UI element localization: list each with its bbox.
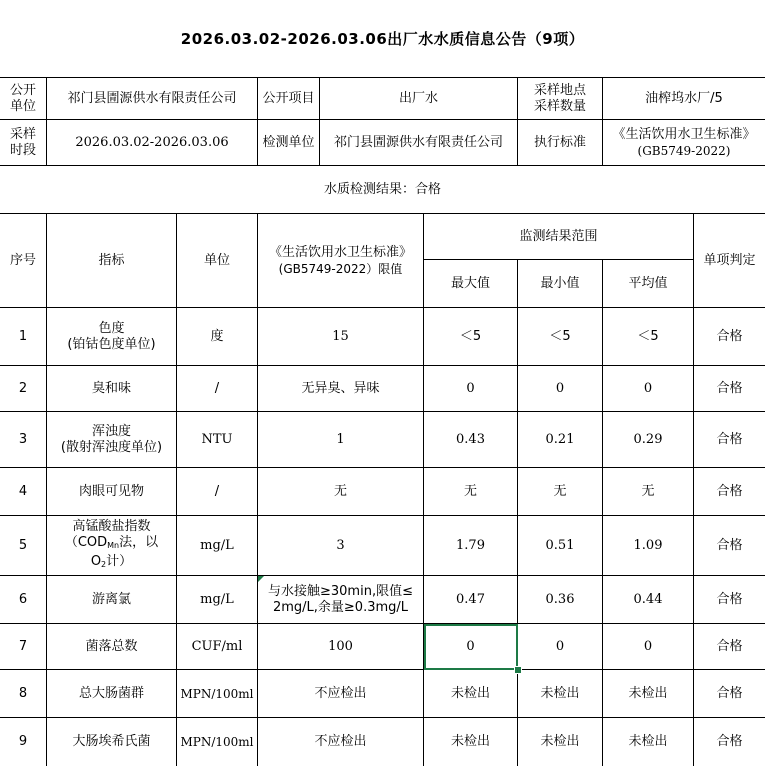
cell-no[interactable] <box>0 412 47 468</box>
indicator-name: 游离氯 <box>91 591 131 607</box>
cell-avg[interactable] <box>603 516 694 576</box>
cell-unit[interactable] <box>177 718 258 766</box>
label-line: 采样地点 <box>533 82 586 98</box>
cell-judge[interactable] <box>694 516 765 576</box>
header-text: 单位 <box>203 252 230 268</box>
cell-max-selected[interactable] <box>424 624 518 670</box>
cell-unit[interactable] <box>177 366 258 412</box>
limit-value: 100 <box>328 638 353 654</box>
cell-judge[interactable] <box>694 468 765 516</box>
label-line: 公开 <box>9 82 36 98</box>
cell-max[interactable] <box>424 468 518 516</box>
cell-min[interactable] <box>518 670 603 718</box>
avg-value: 0.44 <box>633 591 663 607</box>
judge-value: 合格 <box>716 380 743 396</box>
min-value: 0.21 <box>545 431 575 447</box>
indicator-name: 肉眼可见物 <box>78 483 144 499</box>
max-value: 1.79 <box>456 537 485 553</box>
header-text: 最大值 <box>450 275 490 291</box>
unit-value: / <box>214 380 220 396</box>
min-value: 0 <box>555 380 565 396</box>
cell-no[interactable] <box>0 468 47 516</box>
indicator-name: 浑浊度 <box>91 423 131 439</box>
header-max[interactable] <box>424 260 518 308</box>
header-avg[interactable] <box>603 260 694 308</box>
fill-handle[interactable] <box>514 666 522 674</box>
indicator-note <box>65 535 158 554</box>
max-value: ＜5 <box>459 328 482 344</box>
unit-value: mg/L <box>200 537 234 553</box>
cell-item[interactable] <box>320 78 518 120</box>
std-line: 《生活饮用水卫生标准》 <box>612 126 756 142</box>
cell-site[interactable] <box>603 78 765 120</box>
cell-judge[interactable] <box>694 718 765 766</box>
header-text: (GB5749-2022）限值 <box>278 261 403 276</box>
limit-value: 无异臭、异味 <box>301 380 380 396</box>
avg-value: 1.09 <box>633 537 663 553</box>
cell-judge[interactable] <box>694 308 765 366</box>
cell-indicator[interactable] <box>47 624 177 670</box>
note-part: 计） <box>106 553 133 569</box>
row-no: 5 <box>18 537 28 553</box>
note-part: 法，以 <box>119 534 159 550</box>
label-line: 时段 <box>9 142 36 158</box>
unit-value: 度 <box>210 328 224 344</box>
limit-value: 3 <box>336 537 345 553</box>
publisher-value: 祁门县圊源供水有限责任公司 <box>67 90 237 106</box>
max-value: 无 <box>463 483 477 499</box>
note-part: O <box>90 553 102 569</box>
cell-unit[interactable] <box>177 308 258 366</box>
limit-line: 2mg/L,余量≥0.3mg/L <box>272 599 409 615</box>
indicator-note: (铂钴色度单位) <box>67 336 156 352</box>
title-text: 2026.03.02-2026.03.06出厂水水质信息公告（9项） <box>180 29 585 48</box>
cell-unit[interactable] <box>177 670 258 718</box>
cell-indicator[interactable] <box>47 516 177 576</box>
cell-avg[interactable] <box>603 308 694 366</box>
cell-limit[interactable] <box>258 624 424 670</box>
header-indicator[interactable] <box>47 214 177 308</box>
cell-result-summary[interactable] <box>0 166 765 214</box>
header-text: 《生活饮用水卫生标准》 <box>268 244 412 260</box>
judge-value: 合格 <box>716 685 743 701</box>
std-line: (GB5749-2022) <box>637 143 731 158</box>
cell-indicator[interactable] <box>47 670 177 718</box>
row-no: 6 <box>18 591 28 607</box>
cell-item-label[interactable] <box>258 78 320 120</box>
max-value: 0.47 <box>456 591 485 607</box>
judge-value: 合格 <box>716 537 743 553</box>
cell-indicator[interactable] <box>47 308 177 366</box>
cell-no[interactable] <box>0 624 47 670</box>
cell-avg[interactable] <box>603 576 694 624</box>
cell-max[interactable] <box>424 516 518 576</box>
cell-max[interactable] <box>424 412 518 468</box>
header-range[interactable] <box>424 214 694 260</box>
row-no: 7 <box>18 638 28 654</box>
cell-unit[interactable] <box>177 516 258 576</box>
max-value: 未检出 <box>450 734 490 749</box>
limit-value: 15 <box>332 328 349 344</box>
avg-value: 无 <box>641 483 655 499</box>
cell-avg[interactable] <box>603 670 694 718</box>
cell-no[interactable] <box>0 670 47 718</box>
cell-limit[interactable] <box>258 516 424 576</box>
cell-lab[interactable] <box>320 120 518 166</box>
max-value: 0 <box>466 380 475 396</box>
cell-min[interactable] <box>518 366 603 412</box>
cell-std-label[interactable] <box>518 120 603 166</box>
cell-indicator[interactable] <box>47 576 177 624</box>
cell-lab-label[interactable] <box>258 120 320 166</box>
unit-value: MPN/100ml <box>180 735 254 749</box>
cell-avg[interactable] <box>603 366 694 412</box>
cell-limit[interactable] <box>258 468 424 516</box>
header-text: 指标 <box>98 252 125 268</box>
cell-indicator[interactable] <box>47 366 177 412</box>
cell-judge[interactable] <box>694 366 765 412</box>
page-title[interactable] <box>0 0 765 78</box>
header-text: 单项判定 <box>703 252 756 268</box>
cell-limit[interactable] <box>258 718 424 766</box>
min-value: ＜5 <box>549 328 571 344</box>
row-no: 4 <box>18 483 28 499</box>
indicator-name: 大肠埃希氏菌 <box>72 734 151 749</box>
cell-no[interactable] <box>0 718 47 766</box>
limit-line: 与水接触≥30min,限值≤ <box>268 583 413 599</box>
indicator-name: 高锰酸盐指数 <box>72 518 151 534</box>
cell-std[interactable] <box>603 120 765 166</box>
header-text: 序号 <box>9 252 36 268</box>
cell-no[interactable] <box>0 516 47 576</box>
limit-value: 1 <box>336 431 345 447</box>
unit-value: / <box>214 483 220 499</box>
unit-value: CUF/ml <box>191 638 243 654</box>
cell-avg[interactable] <box>603 624 694 670</box>
cell-period[interactable] <box>47 120 258 166</box>
summary-text: 水质检测结果：合格 <box>323 181 441 197</box>
cell-limit[interactable] <box>258 308 424 366</box>
min-value: 0.36 <box>545 591 575 607</box>
note-part: （COD <box>64 534 108 550</box>
min-value: 未检出 <box>540 734 580 749</box>
site-value: 油榨坞水厂/5 <box>645 90 723 106</box>
cell-judge[interactable] <box>694 624 765 670</box>
item-label: 公开项目 <box>262 90 315 106</box>
indicator-note: (散射浑浊度单位) <box>60 439 163 455</box>
cell-no[interactable] <box>0 366 47 412</box>
cell-max[interactable] <box>424 718 518 766</box>
indicator-name: 色度 <box>98 320 125 336</box>
lab-label: 检测单位 <box>262 134 315 150</box>
unit-value: mg/L <box>200 591 234 607</box>
cell-max[interactable] <box>424 366 518 412</box>
limit-value: 不应检出 <box>314 734 367 749</box>
cell-limit[interactable] <box>258 576 424 624</box>
cell-max[interactable] <box>424 308 518 366</box>
avg-value: ＜5 <box>637 328 659 344</box>
cell-publisher-label[interactable] <box>0 78 47 120</box>
row-no: 8 <box>18 685 28 701</box>
cell-min[interactable] <box>518 718 603 766</box>
lab-value: 祁门县圊源供水有限责任公司 <box>333 134 503 150</box>
indicator-name: 菌落总数 <box>85 638 138 654</box>
max-value: 0.43 <box>456 431 485 447</box>
cell-avg[interactable] <box>603 718 694 766</box>
cell-site-label[interactable] <box>518 78 603 120</box>
header-text: 最小值 <box>540 275 580 291</box>
cell-indicator[interactable] <box>47 718 177 766</box>
header-min[interactable] <box>518 260 603 308</box>
judge-value: 合格 <box>716 483 743 499</box>
label-line: 采样数量 <box>533 98 586 114</box>
min-value: 0.51 <box>545 537 575 553</box>
max-value: 未检出 <box>450 685 490 701</box>
row-no: 3 <box>18 431 28 447</box>
cell-publisher[interactable] <box>47 78 258 120</box>
cell-avg[interactable] <box>603 468 694 516</box>
cell-indicator[interactable] <box>47 412 177 468</box>
cell-max[interactable] <box>424 576 518 624</box>
unit-value: MPN/100ml <box>180 686 254 701</box>
cell-unit[interactable] <box>177 624 258 670</box>
cell-period-label[interactable] <box>0 120 47 166</box>
header-no[interactable] <box>0 214 47 308</box>
cell-judge[interactable] <box>694 670 765 718</box>
label-line: 单位 <box>9 98 36 114</box>
period-value: 2026.03.02-2026.03.06 <box>75 134 229 150</box>
cell-unit[interactable] <box>177 576 258 624</box>
avg-value: 未检出 <box>628 685 668 701</box>
cell-judge[interactable] <box>694 412 765 468</box>
limit-value: 不应检出 <box>314 685 367 701</box>
min-value: 未检出 <box>540 685 580 701</box>
note-subscript: Mn <box>107 540 120 550</box>
max-value: 0 <box>466 638 475 654</box>
cell-no[interactable] <box>0 308 47 366</box>
judge-value: 合格 <box>716 734 743 749</box>
header-limit[interactable] <box>258 214 424 308</box>
indicator-name: 总大肠菌群 <box>78 685 144 701</box>
row-no: 2 <box>18 380 28 396</box>
judge-value: 合格 <box>716 328 743 344</box>
cell-no[interactable] <box>0 576 47 624</box>
judge-value: 合格 <box>716 638 743 654</box>
avg-value: 0 <box>643 638 653 654</box>
header-text: 监测结果范围 <box>519 228 598 244</box>
avg-value: 0.29 <box>633 431 663 447</box>
min-value: 无 <box>553 483 567 499</box>
cell-min[interactable] <box>518 516 603 576</box>
note-subscript: 2 <box>101 559 107 569</box>
cell-min[interactable] <box>518 576 603 624</box>
cell-limit[interactable] <box>258 412 424 468</box>
cell-min[interactable] <box>518 624 603 670</box>
avg-value: 未检出 <box>628 734 668 749</box>
unit-value: NTU <box>201 431 233 447</box>
label-line: 采样 <box>9 126 36 142</box>
std-label: 执行标准 <box>533 134 586 150</box>
cell-min[interactable] <box>518 468 603 516</box>
cell-avg[interactable] <box>603 412 694 468</box>
header-text: 平均值 <box>628 275 668 291</box>
cell-min[interactable] <box>518 412 603 468</box>
indicator-name: 臭和味 <box>91 380 131 396</box>
cell-max[interactable] <box>424 670 518 718</box>
header-unit[interactable] <box>177 214 258 308</box>
cell-judge[interactable] <box>694 576 765 624</box>
row-no: 1 <box>18 328 28 344</box>
header-judge[interactable] <box>694 214 765 308</box>
cell-indicator[interactable] <box>47 468 177 516</box>
min-value: 0 <box>555 638 565 654</box>
avg-value: 0 <box>643 380 653 396</box>
comment-indicator-icon <box>258 576 264 582</box>
item-value: 出厂水 <box>398 90 438 106</box>
judge-value: 合格 <box>716 591 743 607</box>
cell-limit[interactable] <box>258 670 424 718</box>
row-no: 9 <box>18 734 28 749</box>
cell-unit[interactable] <box>177 412 258 468</box>
judge-value: 合格 <box>716 431 743 447</box>
limit-value: 无 <box>333 483 347 499</box>
cell-min[interactable] <box>518 308 603 366</box>
cell-unit[interactable] <box>177 468 258 516</box>
indicator-note <box>91 554 132 573</box>
cell-limit[interactable] <box>258 366 424 412</box>
